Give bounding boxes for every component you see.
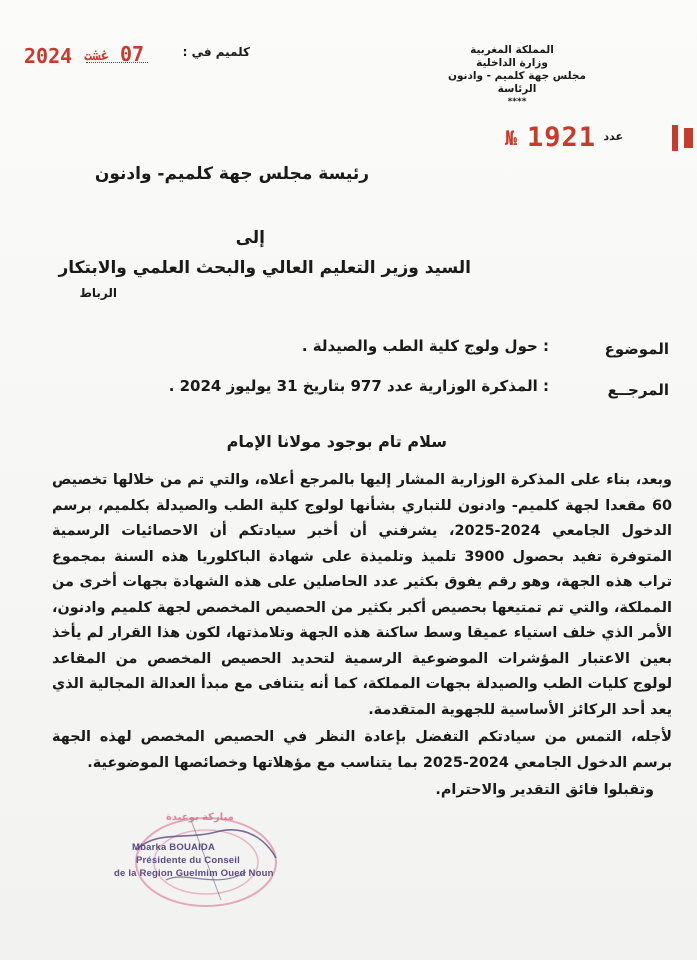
date-block [20,38,250,72]
recipient-title: السيد وزير التعليم العالي والبحث العلمي والابتكار [58,258,471,278]
presidency-line: الرئاسة [497,83,537,95]
body-paragraph-1: وبعد، بناء على المذكرة الوزارية المشار إليها بالمرجع أعلاه، والتي تم من خلالها تخصيص 60 مقعدا لجهة كلميم- وادنون للتباري بشأنها لولوج كلية الطب والصيدلة بكلميم، برسم الدخول الجامعي 2024-2025، يشرفني أن أخبر سيادتكم أن الاحصائيات الرسمية المتوفرة تفيد بحصول 3900 تلميذ وتلميذة على شهادة الباكلوريا هذه السنة بمجموع تراب هذه الجهة، وهو رقم يفوق بكثير عدد الحاصلين على هذه الشهادة بجهات أخرى من المملكة، والتي تم تمتيعها بحصيص أكبر بكثير من الحصيص المخصص لجهة كلميم وادنون، الأمر الذي خلف استياء عميقا وسط ساكنة هذه الجهة وتلامذتها، لكون هذا القرار لم يأخذ بعين الاعتبار المؤشرات الموضوعية الرسمية لتحديد الحصيص المخصص من المقاعد لولوج كليات الطب والصيدلة بجهات المملكة، كما أنه يتنافى مع مبدأ العدالة المجالية الذي يعد أحد الركائز الأساسية للجهوية المتقدمة. [52,472,672,718]
signatory-title: Présidente du Conseil [136,855,240,866]
edge-stamp-mark [684,128,693,148]
number-prefix: № [505,126,518,150]
kingdom-line: المملكة المغربية [470,44,554,56]
sender-title: رئيسة مجلس جهة كلميم- وادنون [94,164,369,184]
body-closing: وتقبلوا فائق التقدير والاحترام. [435,782,654,798]
reference-value: : المذكرة الوزارية عدد 977 بتاريخ 31 يوليوز 2024 . [168,377,549,395]
date-year: 2024 [24,44,73,68]
date-month: غشت [84,48,110,64]
number-label: عدد [603,130,623,143]
stamp-arabic-text: مباركة بوعيدة [166,812,234,823]
date-dotted-line [86,62,148,63]
letter-body [52,468,672,804]
letterhead [437,44,597,109]
body-paragraph-2: لأجله، التمس من سيادتكم التفضل بإعادة النظر في الحصيص المخصص لهذه الجهة برسم الدخول الجامعي 2024-2025 بما يتناسب مع مؤهلاتها وخصائصها الموضوعية. [52,729,672,771]
edge-stamp-mark [672,125,678,151]
date-day: 07 [120,42,145,66]
number-block [505,122,625,158]
reference-label: المرجــع [607,381,669,399]
signatory-name: Mbarka BOUAIDA [132,842,216,853]
signature-stamp [96,810,292,910]
council-line: مجلس جهة كلميم - وادنون [448,70,586,82]
subject-label: الموضوع [604,340,669,358]
to-label: إلى [235,228,265,248]
stars-line: **** [507,97,527,107]
subject-value: : حول ولوج كلية الطب والصيدلة . [301,337,549,355]
signatory-region: de la Region Guelmim Oued Noun [114,868,274,879]
greeting: سلام تام بوجود مولانا الإمام [226,432,447,451]
ministry-line: وزارة الداخلية [476,57,548,69]
date-label: كلميم في : [182,45,250,59]
number-value: 1921 [527,122,597,153]
city-line: الرباط [79,286,117,300]
